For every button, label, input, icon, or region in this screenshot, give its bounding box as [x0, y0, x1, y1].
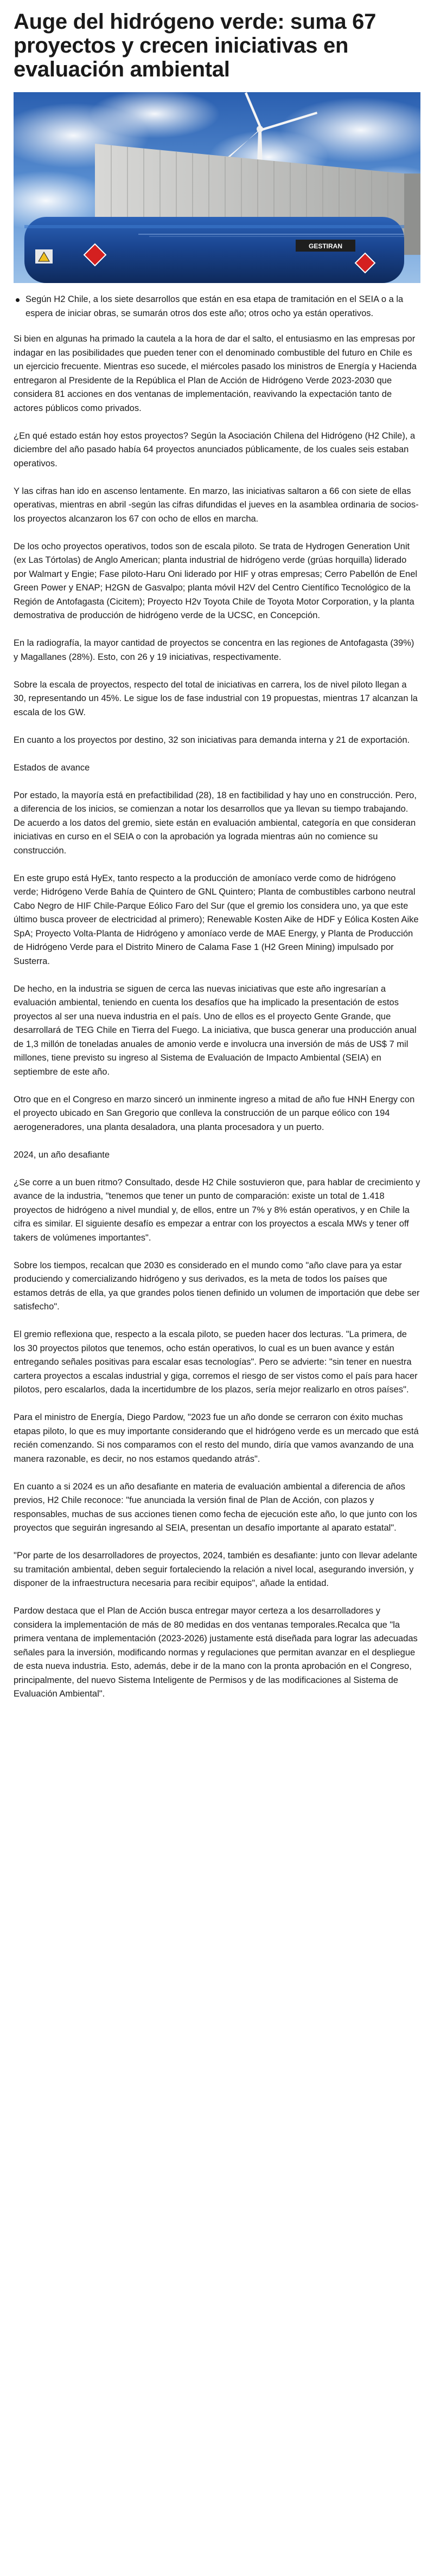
hydrogen-tank	[24, 217, 404, 283]
container-label: GESTIRAN	[308, 242, 343, 250]
paragraph: Sobre la escala de proyectos, respecto del total de iniciativas en carrera, los de nivel piloto llegan a 30, representando un 45%. Le sigue los de fase industrial con 19 propuestas, mientras 17 alcanzan la escala de los GW.	[14, 679, 418, 717]
paragraph: "Por parte de los desarrolladores de proyectos, 2024, también es desafiante: junto con llevar adelante su tramitación ambiental, deben seguir fortaleciendo la relación a nivel local, asegurando inversión, y disponer de la infraestructura necesaria para recibir equipos", añade la entidad.	[14, 1551, 418, 1588]
paragraph: En cuanto a si 2024 es un año desafiante en materia de evaluación ambiental a diferencia de años previos, H2 Chile reconoce: "fue anunciada la versión final de Plan de Acción, con plazos y responsables, muchas de sus acciones tienen como fecha de ejecución este año, lo que junto con los proyectos que seguirán ingresando al SEIA, presentan un desafío importante al aparato estatal".	[14, 1481, 417, 1533]
paragraph: De hecho, en la industria se siguen de cerca las nuevas iniciativas que este año ingresarían a evaluación ambiental, teniendo en cuenta los desafíos que ha implicado la presentación de estos proyectos al ser una nueva industria en el país. Uno de ellos es el proyecto Gente Grande, que desarrollará de TEG Chile en Tierra del Fuego. La iniciativa, que busca generar una producción anual de 1,3 millón de toneladas anuales de amonio verde e involucra una inversión de más de US$ 7 mil millones, tiene previsto su ingreso al Sistema de Evaluación de Impacto Ambiental (SEIA) en septiembre de este año.	[14, 984, 417, 1077]
paragraph: En cuanto a los proyectos por destino, 32 son iniciativas para demanda interna y 21 de exportación.	[14, 735, 410, 745]
article-title: Auge del hidrógeno verde: suma 67 proyectos y crecen iniciativas en evaluación ambiental	[14, 10, 376, 81]
paragraph: Sobre los tiempos, recalcan que 2030 es considerado en el mundo como "año clave para ya estar produciendo y comercializando hidrógeno y sus derivados, es la meta de todos los países que estamos detrás de ella, ya que grandes polos tienen definido un volumen de importación que debe ser satisfecho".	[14, 1260, 420, 1312]
paragraph: Otro que en el Congreso en marzo sinceró un inminente ingreso a mitad de año fue HNH Energy con el proyecto ubicado en San Gregorio que conlleva la construcción de un parque eólico con 194 aerogeneradores, una planta desaladora, una planta procesadora y un puerto.	[14, 1094, 415, 1132]
paragraph: Pardow destaca que el Plan de Acción busca entregar mayor certeza a los desarrolladores y considera la implementación de más de 80 medidas en dos ventanas temporales.Recalca que "la primera ventana de implementación (2023-2026) justamente está diseñada para lograr las adecuadas señales para la inversión, modificando normas y regulaciones que permitan avanzar en el despliegue de esta nueva industria. Esto, además, debe ir de la mano con la pronta aprobación en el Congreso, principalmente, del nuevo Sistema Inteligente de Permisos y de las modificaciones al Sistema de Evaluación Ambiental".	[14, 1606, 418, 1699]
hero-image	[14, 92, 420, 283]
paragraph: Para el ministro de Energía, Diego Pardow, "2023 fue un año donde se cerraron con éxito muchas etapas piloto, lo que es muy importante considerando que el hidrógeno verde es un mercado que está recién comenzando. Si nos comparamos con el resto del mundo, diría que vamos avanzando de una manera razonable, es decir, no nos estamos quedando atrás".	[14, 1412, 419, 1464]
paragraph: ¿En qué estado están hoy estos proyectos? Según la Asociación Chilena del Hidrógeno (H2 Chile), a diciembre del año pasado había 64 proyectos anunciados públicamente, de los cuales seis estaban operativos.	[14, 431, 416, 468]
summary-item: Según H2 Chile, a los siete desarrollos que están en esa etapa de tramitación en el SEIA o a la espera de iniciar obras, se sumarán otros dos este año; otros ocho ya están operativos.	[14, 293, 420, 320]
paragraph: En este grupo está HyEx, tanto respecto a la producción de amoníaco verde como de hidrógeno verde; Hidrógeno Verde Bahía de Quintero de GNL Quintero; Planta de combustibles carbono neutral Cabo Negro de HIF Chile-Parque Eólico Faro del Sur (que el gremio los considera uno, ya que este último busca proveer de electricidad al primero); Renewable Kosten Aike de HDF y Eólica Kosten Aike SpA; Proyecto Volta-Planta de Hidrógeno y amoníaco verde de MAE Energy, y Planta de Producción de Hidrógeno Verde para el Distrito Minero de Calama Fase 1 (H2 Green Mining) impulsado por Susterra.	[14, 873, 419, 966]
warning-sign-icon	[35, 249, 53, 264]
paragraph: Y las cifras han ido en ascenso lentamente. En marzo, las iniciativas saltaron a 66 con siete de ellas operativas, mientras en abril -según las cifras difundidas el jueves en la asamblea ordinaria de socios- los proyectos alcanzaron los 67 con ocho de ellos en marcha.	[14, 486, 419, 524]
article-body	[14, 332, 420, 1701]
paragraph: En la radiografía, la mayor cantidad de proyectos se concentra en las regiones de Antofagasta (39%) y Magallanes (28%). Esto, con 26 y 19 iniciativas, respectivamente.	[14, 638, 414, 662]
paragraph: El gremio reflexiona que, respecto a la escala piloto, se pueden hacer dos lecturas. "La primera, de los 30 proyectos pilotos que tenemos, ocho están operativos, lo cual es un buen avance y están entregando señales positivas para escalar esas tecnologías". Pero se advierte: "sin tener en nuestra cartera proyectos a escalas industrial y giga, corremos el riesgo de ser vistos como el país para hacer pilotos, pero escalarlos, dada la incertidumbre de los plazos, sería mejor realizarlo en otros países".	[14, 1329, 418, 1395]
section-heading: Estados de avance	[14, 762, 90, 773]
section-heading: 2024, un año desafiante	[14, 1149, 110, 1160]
paragraph: De los ocho proyectos operativos, todos son de escala piloto. Se trata de Hydrogen Generation Unit (ex Las Tórtolas) de Anglo American; planta industrial de hidrógeno verde (grúas horquilla) liderado por Walmart y Engie; Fase piloto-Haru Oni liderado por HIF y otras empresas; Cerro Pabellón de Enel Green Power y ENAP; H2GN de Gasvalpo; planta móvil H2V del Centro Científico Tecnológico de la Región de Antofagasta (Cicitem); Proyecto H2v Toyota Chile de Toyota Motor Corporation, y la planta demostrativa de producción de hidrógeno verde de la UCSC, en Concepción.	[14, 541, 418, 620]
paragraph: Si bien en algunas ha primado la cautela a la hora de dar el salto, el entusiasmo en las empresas por indagar en las posibilidades que pueden tener con el denominado combustible del futuro en Chile es un ejercicio frecuente. Mientras eso sucede, el miércoles pasado los ministros de Energía y Hacienda entregaron al Presidente de la República el Plan de Acción de Hidrógeno Verde 2023-2030 que considera 81 acciones en dos ventanas de implementación, reavivando la expectación tanto de actores públicos como privados.	[14, 334, 417, 413]
paragraph: Por estado, la mayoría está en prefactibilidad (28), 18 en factibilidad y hay uno en construcción. Pero, a diferencia de los inicios, se comienzan a notar los desarrollos que ya llevan su tiempo trabajando. De acuerdo a los datos del gremio, siete están en evaluación ambiental, categoría en que consideran iniciativas en curso en el SEIA o con la aprobación ya lograda mientras aún no comience su construcción.	[14, 790, 417, 856]
summary-list	[14, 293, 420, 320]
paragraph: ¿Se corre a un buen ritmo? Consultado, desde H2 Chile sostuvieron que, para hablar de crecimiento y avance de la industria, "tenemos que tener un punto de comparación: existe un total de 1.418 proyectos de hidrógeno a nivel mundial y, de ellos, entre un 7% y 8% están operativos, y en Chile la cifra es similar. El siguiente desafío es empezar a entrar con los proyectos a escala MWs y tener off takers de volúmenes importantes".	[14, 1177, 420, 1243]
